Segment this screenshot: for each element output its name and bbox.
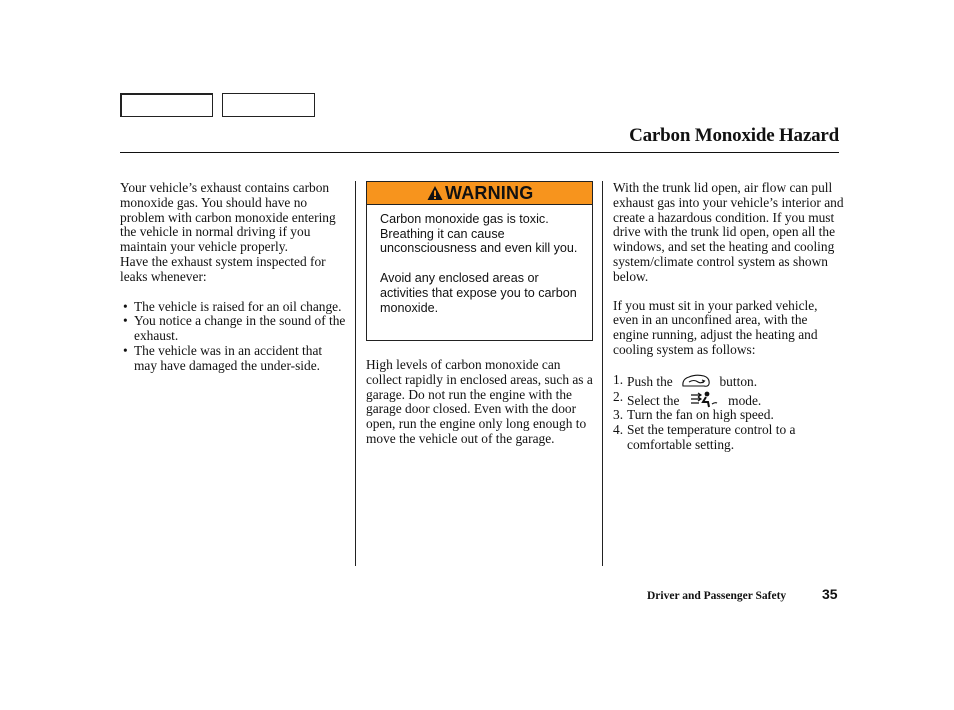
intro-paragraph: Your vehicle’s exhaust contains carbon monoxide gas. You should have no problem with carbon monoxide entering the vehicle in normal driving if you maintain your vehicle properly. <box>120 180 336 255</box>
garage-paragraph: High levels of carbon monoxide can collect rapidly in enclosed areas, such as a garage. Do not run the engine with the garage door closed. Even with the door open, run the engine only long enough to move the vehicle out of the garage. <box>366 357 593 446</box>
page-title: Carbon Monoxide Hazard <box>629 125 839 146</box>
parked-paragraph: If you must sit in your parked vehicle, even in an unconfined area, with the engine running, adjust the heating and cooling system as follows: <box>613 297 818 357</box>
column-2 <box>366 358 594 447</box>
step-text: button. <box>719 373 758 389</box>
step-text: Select the <box>627 392 680 408</box>
vent-mode-icon <box>687 390 721 408</box>
list-item <box>613 373 845 390</box>
warning-header <box>367 182 592 205</box>
step-number: 2. <box>613 388 624 404</box>
warning-triangle-icon <box>427 185 443 201</box>
footer-section-name: Driver and Passenger Safety <box>647 590 787 602</box>
list-item: • You notice a change in the sound of the exhaust. <box>120 314 348 344</box>
warning-body <box>367 205 592 315</box>
nav-tab-box-2[interactable] <box>222 93 315 117</box>
warning-box <box>366 181 593 341</box>
step-number: 1. <box>613 371 624 387</box>
step-number: 3. <box>613 407 624 423</box>
list-item <box>613 423 845 453</box>
step-text: Push the <box>627 373 673 389</box>
column-1 <box>120 181 348 374</box>
column-3 <box>613 181 845 453</box>
nav-tab-box-1[interactable] <box>120 93 213 117</box>
steps-list <box>613 373 845 453</box>
list-item: • The vehicle is raised for an oil change. <box>120 300 348 315</box>
page-number: 35 <box>822 586 838 602</box>
list-item: • The vehicle was in an accident that may have damaged the under-side. <box>120 344 348 374</box>
warning-label: WARNING <box>445 182 534 203</box>
warning-paragraph-2: Avoid any enclosed areas or activities that expose you to carbon monoxide. <box>380 271 577 315</box>
title-rule <box>120 152 839 153</box>
list-item <box>613 408 845 423</box>
list-item <box>613 390 845 409</box>
inspection-list <box>120 300 348 374</box>
column-divider-2 <box>602 181 603 566</box>
step-text: mode. <box>728 392 762 408</box>
fresh-air-icon <box>680 373 712 389</box>
step-text: Turn the fan on high speed. <box>627 407 774 423</box>
inspect-paragraph: Have the exhaust system inspected for leaks whenever: <box>120 253 326 284</box>
step-number: 4. <box>613 422 624 438</box>
trunk-paragraph: With the trunk lid open, air flow can pull exhaust gas into your vehicle’s interior and create a hazardous condition. If you must drive with the trunk lid open, open all the windows, and set the heating and cooling system/climate control system as shown below. <box>613 180 844 284</box>
step-text: Set the temperature control to a comfortable setting. <box>627 422 796 452</box>
column-divider-1 <box>355 181 356 566</box>
warning-paragraph-1: Carbon monoxide gas is toxic. Breathing it can cause unconsciousness and even kill you. <box>380 212 578 256</box>
